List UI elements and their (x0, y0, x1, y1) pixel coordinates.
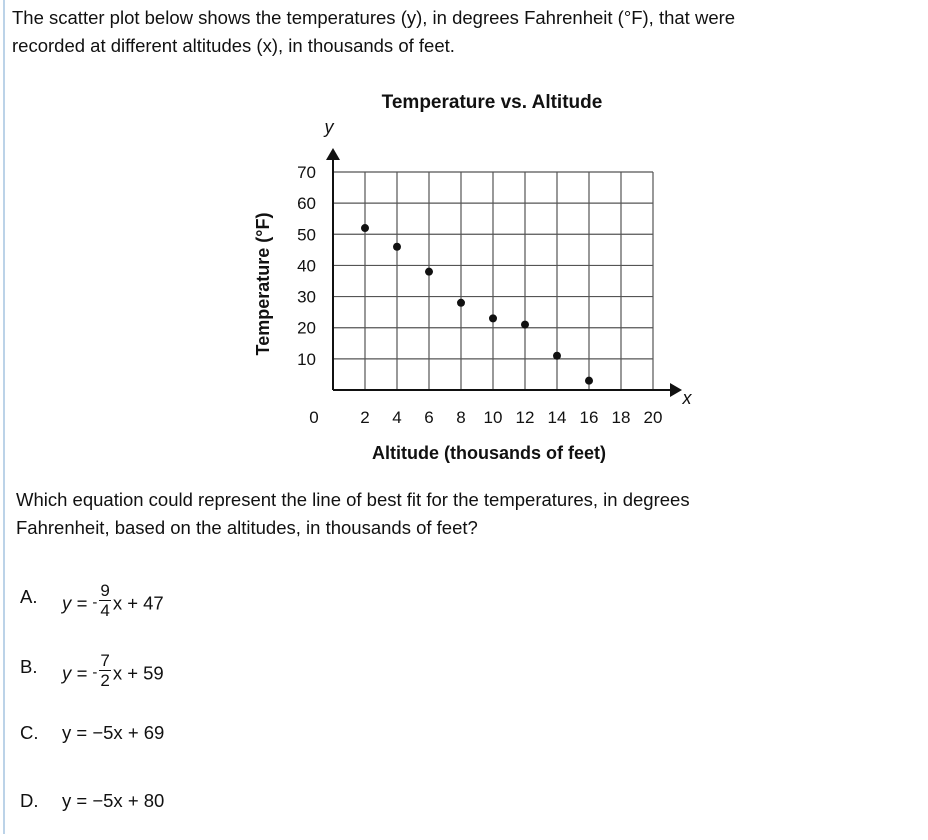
x-tick-label: 8 (456, 408, 466, 427)
data-point (425, 268, 433, 276)
data-point (521, 321, 529, 329)
choice-a-fraction (99, 582, 110, 619)
choice-b-equation (62, 651, 164, 693)
choice-a-letter: A. (20, 586, 38, 607)
intro-line-1: The scatter plot below shows the temperatures (y), in degrees Fahrenheit (°F), that were (12, 7, 736, 28)
choice-b-sign: - (92, 664, 98, 682)
choice-b-lhs: y = (62, 662, 88, 684)
choice-a-numerator: 9 (100, 581, 110, 600)
choice-a-equation (62, 581, 164, 623)
x-axis-letter: x (682, 388, 692, 408)
intro-line-2: recorded at different altitudes (x), in thousands of feet. (12, 35, 455, 56)
choice-d-letter: D. (20, 790, 39, 811)
choice-c-letter: C. (20, 722, 39, 743)
x-tick-label: 4 (392, 408, 402, 427)
data-point (361, 224, 369, 232)
x-tick-label: 14 (547, 408, 567, 427)
y-tick-label: 70 (297, 163, 316, 182)
choice-b-rest: x + 59 (112, 662, 164, 684)
x-tick-label: 20 (643, 408, 663, 427)
data-points (361, 224, 593, 385)
choice-d-equation: y = −5x + 80 (62, 790, 165, 811)
y-tick-label: 10 (297, 349, 316, 369)
x-tick-label: 18 (611, 408, 631, 427)
y-axis-label: Temperature (°F) (253, 212, 273, 356)
y-tick-label: 40 (297, 256, 316, 276)
x-tick-label: 2 (360, 408, 370, 427)
choice-a-rest: x + 47 (112, 592, 164, 614)
x-tick-label: 10 (483, 408, 503, 427)
choice-a-sign: - (92, 594, 98, 612)
data-point (585, 377, 593, 385)
choice-b-numerator: 7 (100, 651, 110, 670)
x-axis-arrow (670, 383, 682, 397)
data-point (393, 243, 401, 251)
choice-b-fraction (99, 652, 110, 689)
data-point (457, 299, 465, 307)
choice-c-equation: y = −5x + 69 (62, 722, 165, 743)
intro-text (12, 4, 917, 60)
choice-b-denominator: 2 (100, 671, 110, 690)
left-border-rule (3, 0, 5, 834)
choice-a-lhs: y = (62, 592, 88, 614)
choice-a-denominator: 4 (100, 601, 110, 620)
choice-b-letter: B. (20, 656, 38, 677)
x-tick-label: 6 (424, 408, 434, 427)
scatter-chart (236, 86, 706, 470)
data-point (489, 314, 497, 322)
x-axis-label: Altitude (thousands of feet) (372, 443, 606, 463)
question-line-1: Which equation could represent the line of best fit for the temperatures, in degrees (16, 489, 690, 510)
origin-label: 0 (309, 408, 319, 427)
y-tick-label: 20 (297, 318, 316, 338)
y-axis-letter: y (324, 117, 334, 137)
y-tick-label: 60 (297, 194, 316, 214)
x-tick-label: 16 (579, 408, 599, 427)
x-tick-label: 12 (515, 408, 535, 427)
chart-title: Temperature vs. Altitude (381, 92, 603, 113)
data-point (553, 352, 561, 360)
y-tick-label: 50 (297, 225, 316, 245)
axes (326, 148, 682, 397)
question-line-2: Fahrenheit, based on the altitudes, in thousands of feet? (16, 517, 478, 538)
y-tick-label: 30 (297, 287, 316, 307)
grid-lines (333, 172, 653, 390)
question-text (16, 486, 911, 542)
y-axis-arrow (326, 148, 340, 160)
